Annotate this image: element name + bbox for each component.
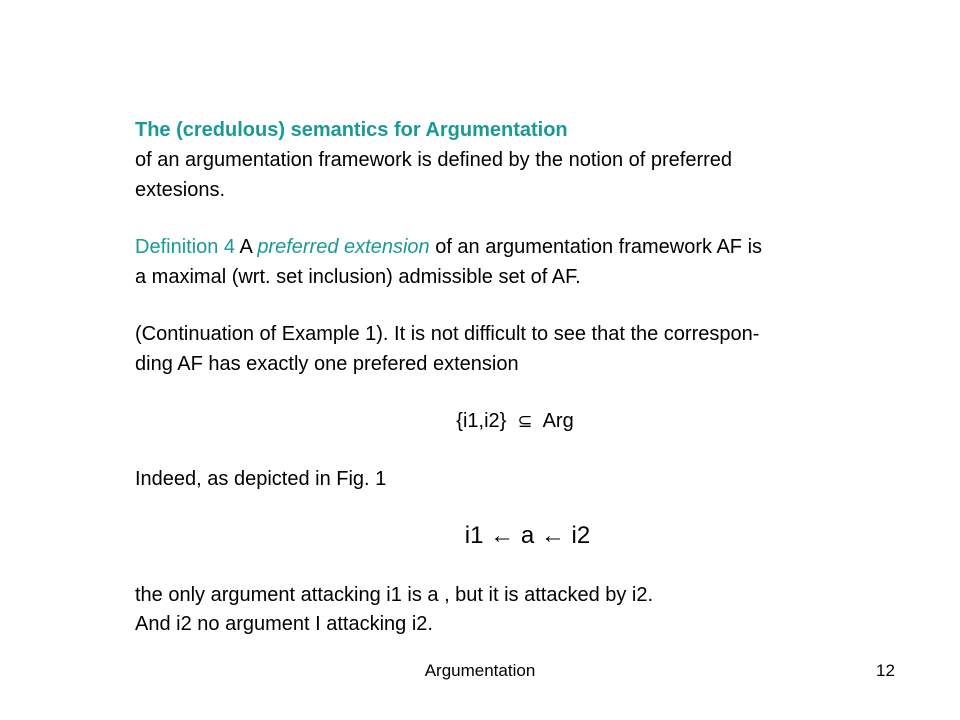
page-number: 12: [876, 661, 895, 680]
definition-text-before: A: [239, 236, 258, 258]
continuation-line-1: (Continuation of Example 1). It is not difficult to see that the correspon-: [135, 323, 760, 345]
conclusion-line-2: And i2 no argument I attacking i2.: [135, 613, 433, 635]
definition-line-1: [135, 235, 762, 259]
continuation-line-2: ding AF has exactly one prefered extension: [135, 353, 519, 375]
subset-icon: ⊆: [517, 411, 533, 432]
definition-label: Definition 4: [135, 236, 236, 258]
definition-term: preferred extension: [257, 236, 430, 258]
attack-chain: i1 ← a ← i2: [464, 522, 591, 549]
intro-line-2: extesions.: [135, 179, 226, 201]
definition-line-2: a maximal (wrt. set inclusion) admissible set of AF.: [135, 266, 581, 288]
footer-title: Argumentation: [424, 661, 536, 680]
formula: [0, 409, 960, 434]
intro-line-1: of an argumentation framework is defined by the notion of preferred: [135, 149, 733, 171]
formula-right: Arg: [542, 410, 574, 432]
conclusion-line-1: the only argument attacking i1 is a , but it is attacked by i2.: [135, 584, 654, 606]
formula-left: {i1,i2}: [456, 410, 507, 432]
indeed-line: Indeed, as depicted in Fig. 1: [135, 468, 387, 490]
slide-heading: The (credulous) semantics for Argumentation: [135, 119, 568, 141]
definition-text-after: of an argumentation framework AF is: [429, 236, 763, 258]
